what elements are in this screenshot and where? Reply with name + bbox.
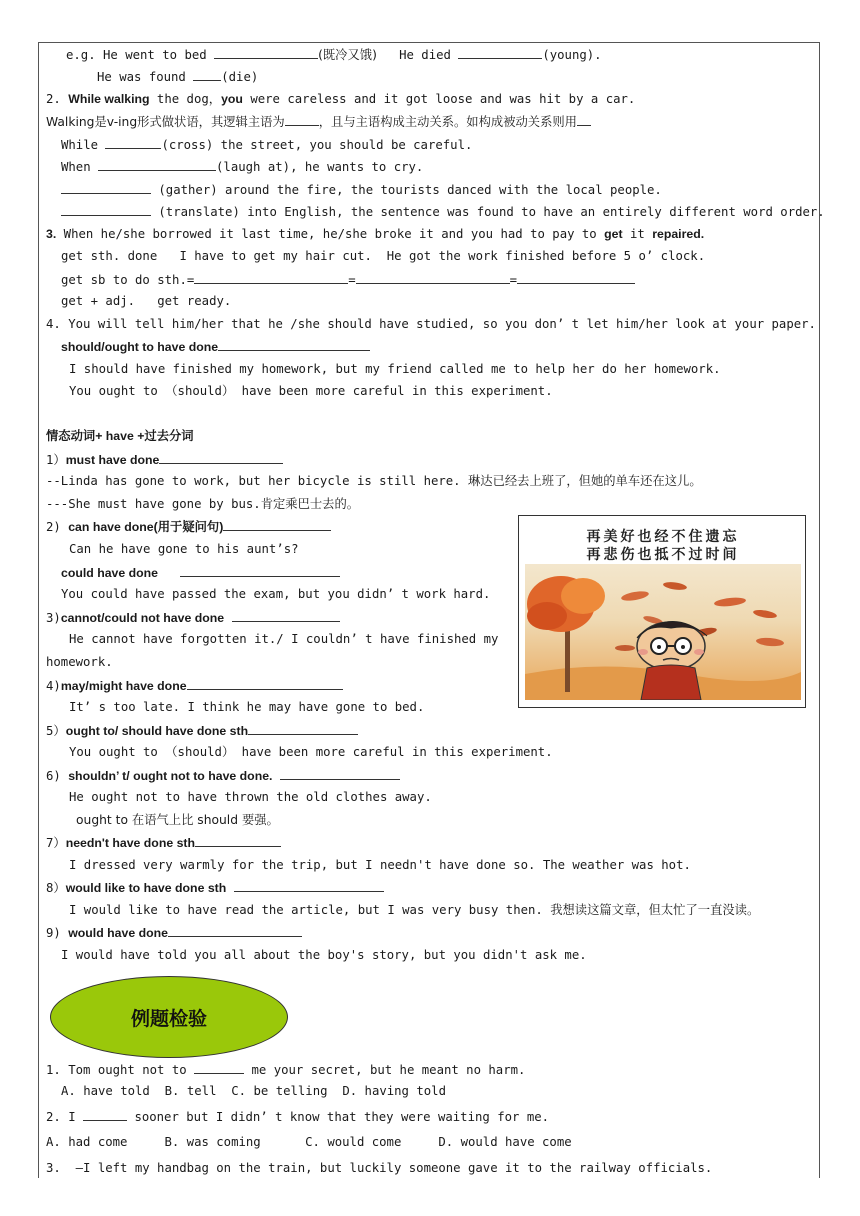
question-2: 2. I sooner but I didn’ t know that they were waiting for me. — [46, 1110, 550, 1124]
question-1-options: A. have told B. tell C. be telling D. having told — [61, 1084, 446, 1098]
example-sentence: --Linda has gone to work, but her bicycle is still here. 琳达已经去上班了，但她的单车还在这儿。 — [46, 474, 702, 488]
example-sentence: You ought to （should） have been more careful in this experiment. — [69, 384, 553, 398]
modal-item-2: 2) can have done(用于疑问句) — [46, 519, 331, 535]
get-sth-done-line: get sth. done I have to get my hair cut. He got the work finished before 5 o’ clock. — [61, 249, 706, 263]
example-sentence: I dressed very warmly for the trip, but I needn't have done so. The weather was hot. — [69, 858, 691, 872]
example-sentence: I should have finished my homework, but my friend called me to help her do her homework. — [69, 362, 721, 376]
point-4: 4. You will tell him/her that he /she should have studied, so you don’ t let him/her look at your paper. — [46, 317, 816, 331]
example-sentence: He cannot have forgotten it./ I couldn’ t have finished my — [69, 632, 499, 646]
modal-item-8: 8）would like to have done sth — [46, 880, 384, 896]
example-sentence: ---She must have gone by bus.肯定乘巴士去的。 — [46, 497, 360, 511]
example-sentence: You ought to （should） have been more careful in this experiment. — [69, 745, 553, 759]
example-sentence: Can he have gone to his aunt’s? — [69, 542, 299, 556]
question-3: 3. —I left my handbag on the train, but luckily someone gave it to the railway officials. — [46, 1161, 713, 1175]
get-sb-line: get sb to do sth.= = = — [61, 272, 635, 288]
example-line-2: He was found (die) — [97, 70, 259, 84]
exercise-line: When (laugh at), he wants to cry. — [61, 160, 424, 174]
modal-item-1: 1）must have done — [46, 452, 283, 468]
section-heading: 情态动词+ have +过去分词 — [46, 429, 194, 443]
example-test-oval — [50, 976, 288, 1058]
svg-text:再悲伤也抵不过时间: 再悲伤也抵不过时间 — [586, 547, 740, 563]
example-sentence: It’ s too late. I think he may have gone to bed. — [69, 700, 425, 714]
question-2-options: A. had come B. was coming C. would come D. would have come — [46, 1135, 572, 1149]
illustration-image — [518, 515, 806, 708]
modal-item-3: 3)cannot/could not have done — [46, 610, 340, 626]
example-sentence: I would have told you all about the boy's story, but you didn't ask me. — [61, 948, 587, 962]
exercise-line: (translate) into English, the sentence was found to have an entirely different word order. — [61, 204, 825, 220]
note-line: Walking是v-ing形式做状语，其逻辑主语为 ，且与主语构成主动关系。如构成被动关系则用 — [46, 114, 591, 130]
question-1: 1. Tom ought not to me your secret, but he meant no harm. — [46, 1063, 526, 1077]
example-sentence: homework. — [46, 655, 113, 669]
could-have-done-line: could have done — [61, 565, 340, 581]
modal-item-4: 4)may/might have done — [46, 678, 343, 694]
example-sentence: You could have passed the exam, but you didn’ t work hard. — [61, 587, 491, 601]
svg-text:再美好也经不住遗忘: 再美好也经不住遗忘 — [586, 529, 740, 545]
modal-item-9: 9) would have done — [46, 925, 302, 941]
get-adj-line: get + adj. get ready. — [61, 294, 232, 308]
usage-note: ought to 在语气上比 should 要强。 — [76, 813, 279, 827]
oval-title: 例题检验 — [130, 1007, 207, 1030]
point-3: 3. When he/she borrowed it last time, he/she broke it and you had to pay to get it repaired. — [46, 227, 705, 241]
modal-item-7: 7）needn't have done sth — [46, 835, 281, 851]
cartoon-picture — [525, 524, 801, 700]
exercise-line: While (cross) the street, you should be careful. — [61, 138, 473, 152]
example-line: e.g. He went to bed (既冷又饿) He died (young). — [66, 48, 602, 62]
example-sentence: He ought not to have thrown the old clothes away. — [69, 790, 432, 804]
example-sentence: I would like to have read the article, but I was very busy then. 我想读这篇文章，但太忙了一直没读。 — [69, 903, 760, 917]
modal-item-5: 5）ought to/ should have done sth — [46, 723, 358, 739]
point-2: 2. While walking the dog，you were careless and it got loose and was hit by a car. — [46, 92, 636, 106]
modal-item-6: 6) shouldn’ t/ ought not to have done. — [46, 768, 400, 784]
exercise-line: (gather) around the fire, the tourists danced with the local people. — [61, 182, 662, 198]
should-have-done-line: should/ought to have done — [61, 339, 370, 355]
